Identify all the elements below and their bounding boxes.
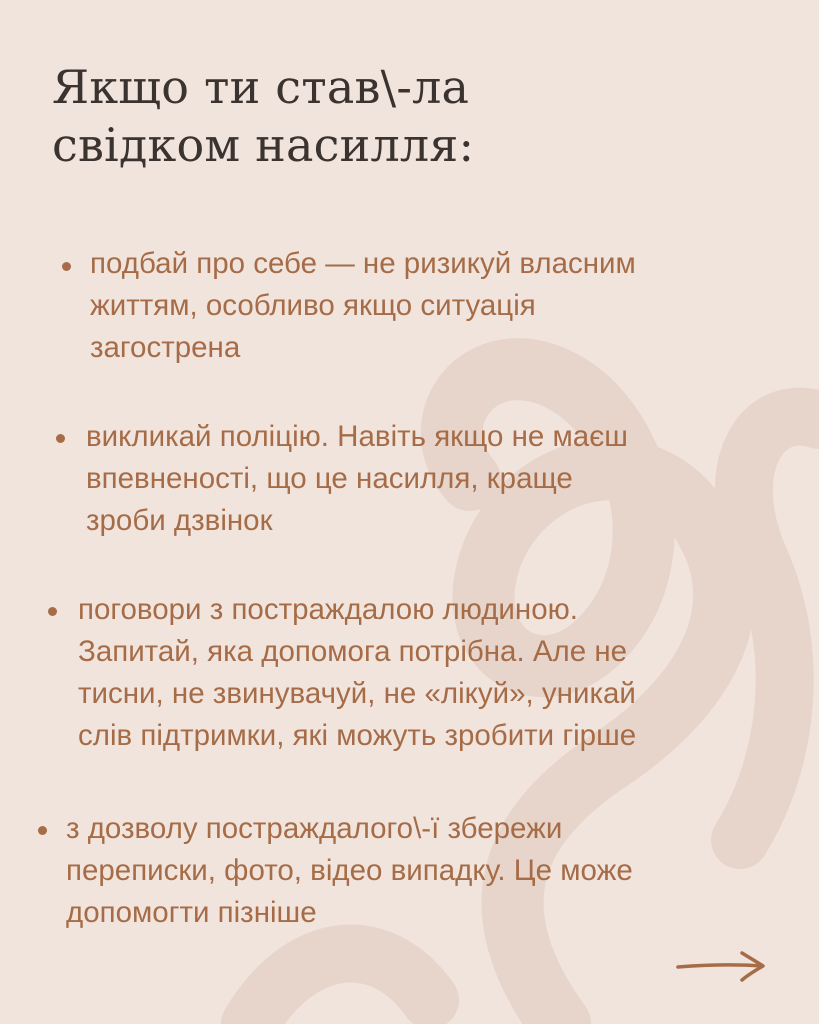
list-item: викликай поліцію. Навіть якщо не маєш впевненості, що це насилля, краще зроби дзвінок — [86, 420, 628, 537]
page-title: Якщо ти став\-ла свідком насилля: — [52, 60, 475, 172]
bullet-dot-icon — [48, 607, 57, 616]
list-item: подбай про себе — не ризикуй власним життям, особливо якщо ситуація загострена — [90, 247, 636, 364]
list-item: з дозволу постраждалого\-ї збережи переписки, фото, відео випадку. Це може допомогти пізніше — [66, 812, 633, 929]
arrow-right-icon[interactable] — [674, 948, 768, 984]
bullet-dot-icon — [56, 434, 65, 443]
bullet-dot-icon — [38, 826, 47, 835]
list-item: поговори з постраждалою людиною. Запитай, яка допомога потрібна. Але не тисни, не звинувачуй, не «лікуй», уникай слів підтримки, які можуть зробити гірше — [78, 593, 637, 752]
bullet-dot-icon — [62, 262, 71, 271]
